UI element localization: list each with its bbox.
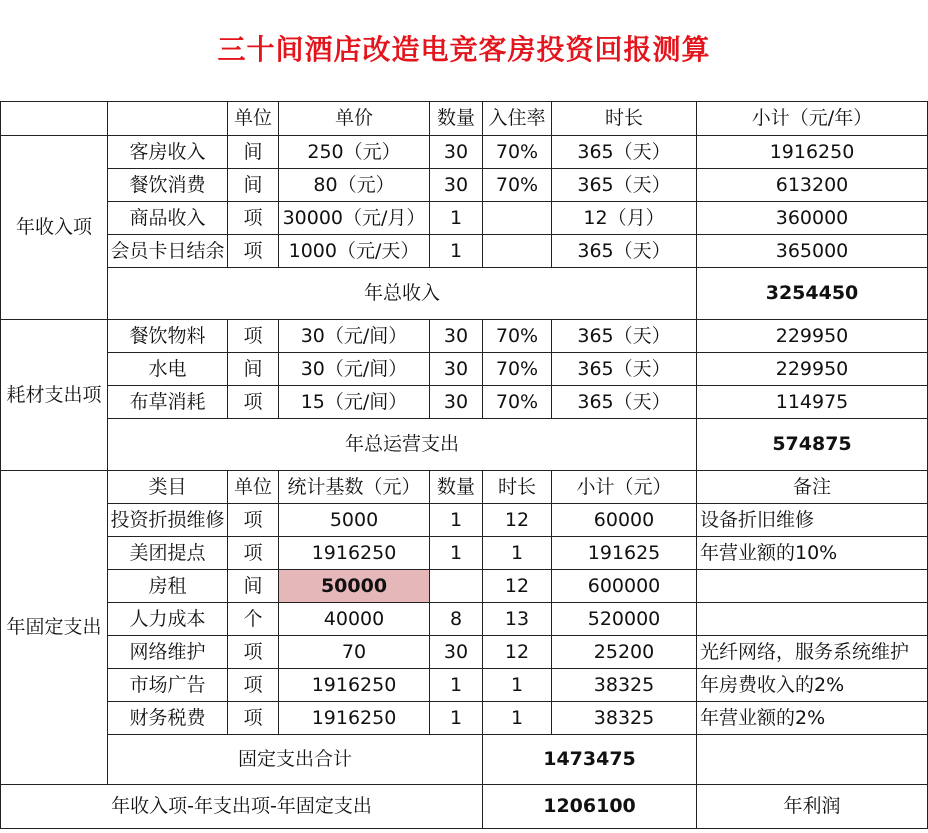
fixed-header-row — [1, 471, 928, 504]
unit-cell: 项 — [228, 636, 279, 669]
unit-cell: 间 — [228, 136, 279, 169]
header-cell: 入住率 — [483, 102, 552, 136]
qty-cell: 30 — [430, 636, 483, 669]
table-row — [1, 570, 928, 603]
price-cell: 250（元） — [279, 136, 430, 169]
group-label-consumables: 耗材支出项 — [1, 320, 108, 471]
subtotal-cell: 365000 — [697, 235, 928, 268]
note-cell — [697, 570, 928, 603]
unit-cell: 项 — [228, 202, 279, 235]
header-cell: 备注 — [697, 471, 928, 504]
duration-cell: 365（天） — [552, 386, 697, 419]
duration-cell: 12 — [483, 570, 552, 603]
header-blank — [1, 102, 108, 136]
duration-cell: 365（天） — [552, 320, 697, 353]
header-cell: 类目 — [108, 471, 228, 504]
price-cell: 30（元/间） — [279, 320, 430, 353]
table-row — [1, 537, 928, 570]
qty-cell: 30 — [430, 320, 483, 353]
qty-cell: 8 — [430, 603, 483, 636]
income-total-row — [1, 268, 928, 320]
price-cell: 15（元/间） — [279, 386, 430, 419]
income-total-label: 年总收入 — [108, 268, 697, 320]
unit-cell: 项 — [228, 702, 279, 735]
page-title: 三十间酒店改造电竞客房投资回报测算 — [217, 33, 711, 66]
table-row — [1, 636, 928, 669]
profit-value: 1206100 — [483, 785, 697, 829]
qty-cell: 1 — [430, 504, 483, 537]
table-row — [1, 235, 928, 268]
profit-row — [1, 785, 928, 829]
price-cell: 30000（元/月） — [279, 202, 430, 235]
duration-cell: 1 — [483, 702, 552, 735]
subtotal-cell: 114975 — [697, 386, 928, 419]
header-cell: 时长 — [483, 471, 552, 504]
note-cell: 年房费收入的2% — [697, 669, 928, 702]
unit-cell: 间 — [228, 353, 279, 386]
table-row — [1, 386, 928, 419]
unit-cell: 项 — [228, 320, 279, 353]
base-cell: 5000 — [279, 504, 430, 537]
header-cell: 单位 — [228, 102, 279, 136]
item-cell: 网络维护 — [108, 636, 228, 669]
investment-return-table — [0, 101, 928, 829]
qty-cell: 1 — [430, 202, 483, 235]
item-cell: 市场广告 — [108, 669, 228, 702]
unit-cell: 项 — [228, 386, 279, 419]
profit-formula: 年收入项-年支出项-年固定支出 — [1, 785, 483, 829]
item-cell: 布草消耗 — [108, 386, 228, 419]
duration-cell: 13 — [483, 603, 552, 636]
duration-cell: 1 — [483, 537, 552, 570]
unit-cell: 项 — [228, 504, 279, 537]
subtotal-cell: 613200 — [697, 169, 928, 202]
base-cell-highlighted: 50000 — [279, 570, 430, 603]
group-label-fixed: 年固定支出 — [1, 471, 108, 785]
note-cell — [697, 603, 928, 636]
item-cell: 投资折损维修 — [108, 504, 228, 537]
duration-cell: 365（天） — [552, 235, 697, 268]
subtotal-cell: 229950 — [697, 320, 928, 353]
header-cell: 单位 — [228, 471, 279, 504]
subtotal-cell: 1916250 — [697, 136, 928, 169]
base-cell: 70 — [279, 636, 430, 669]
subtotal-cell: 60000 — [552, 504, 697, 537]
profit-label: 年利润 — [697, 785, 928, 829]
duration-cell: 12 — [483, 636, 552, 669]
fixed-total-blank — [697, 735, 928, 785]
base-cell: 1916250 — [279, 669, 430, 702]
table-row — [1, 702, 928, 735]
fixed-total-label: 固定支出合计 — [108, 735, 483, 785]
duration-cell: 365（天） — [552, 136, 697, 169]
base-cell: 40000 — [279, 603, 430, 636]
item-cell: 客房收入 — [108, 136, 228, 169]
item-cell: 房租 — [108, 570, 228, 603]
table-row — [1, 669, 928, 702]
item-cell: 商品收入 — [108, 202, 228, 235]
fixed-total-value: 1473475 — [483, 735, 697, 785]
item-cell: 餐饮消费 — [108, 169, 228, 202]
table-row — [1, 320, 928, 353]
consumables-total-row — [1, 419, 928, 471]
qty-cell: 30 — [430, 169, 483, 202]
table-row — [1, 169, 928, 202]
price-cell: 80（元） — [279, 169, 430, 202]
qty-cell: 30 — [430, 386, 483, 419]
unit-cell: 间 — [228, 570, 279, 603]
rate-cell: 70% — [483, 353, 552, 386]
note-cell: 年营业额的2% — [697, 702, 928, 735]
header-cell — [108, 102, 228, 136]
header-cell: 小计（元） — [552, 471, 697, 504]
subtotal-cell: 229950 — [697, 353, 928, 386]
table-row — [1, 136, 928, 169]
header-cell: 数量 — [430, 471, 483, 504]
rate-cell: 70% — [483, 320, 552, 353]
rate-cell: 70% — [483, 386, 552, 419]
subtotal-cell: 191625 — [552, 537, 697, 570]
qty-cell: 30 — [430, 353, 483, 386]
qty-cell: 1 — [430, 235, 483, 268]
item-cell: 会员卡日结余 — [108, 235, 228, 268]
table-row — [1, 504, 928, 537]
unit-cell: 项 — [228, 235, 279, 268]
table-row — [1, 353, 928, 386]
duration-cell: 1 — [483, 669, 552, 702]
rate-cell — [483, 202, 552, 235]
consumables-total-value: 574875 — [697, 419, 928, 471]
note-cell: 光纤网络，服务系统维护 — [697, 636, 928, 669]
item-cell: 人力成本 — [108, 603, 228, 636]
qty-cell: 1 — [430, 669, 483, 702]
item-cell: 水电 — [108, 353, 228, 386]
header-cell: 小计（元/年） — [697, 102, 928, 136]
qty-cell: 1 — [430, 537, 483, 570]
fixed-total-row — [1, 735, 928, 785]
subtotal-cell: 520000 — [552, 603, 697, 636]
consumables-total-label: 年总运营支出 — [108, 419, 697, 471]
note-cell: 年营业额的10% — [697, 537, 928, 570]
qty-cell — [430, 570, 483, 603]
rate-cell: 70% — [483, 136, 552, 169]
income-header-row — [1, 102, 928, 136]
header-cell: 单价 — [279, 102, 430, 136]
header-cell: 数量 — [430, 102, 483, 136]
header-cell: 时长 — [552, 102, 697, 136]
subtotal-cell: 360000 — [697, 202, 928, 235]
price-cell: 30（元/间） — [279, 353, 430, 386]
price-cell: 1000（元/天） — [279, 235, 430, 268]
rate-cell — [483, 235, 552, 268]
rate-cell: 70% — [483, 169, 552, 202]
subtotal-cell: 25200 — [552, 636, 697, 669]
base-cell: 1916250 — [279, 702, 430, 735]
duration-cell: 365（天） — [552, 169, 697, 202]
header-cell: 统计基数（元） — [279, 471, 430, 504]
group-label-income: 年收入项 — [1, 136, 108, 320]
unit-cell: 间 — [228, 169, 279, 202]
subtotal-cell: 38325 — [552, 669, 697, 702]
unit-cell: 项 — [228, 537, 279, 570]
note-cell: 设备折旧维修 — [697, 504, 928, 537]
subtotal-cell: 600000 — [552, 570, 697, 603]
base-cell: 1916250 — [279, 537, 430, 570]
item-cell: 财务税费 — [108, 702, 228, 735]
duration-cell: 12 — [483, 504, 552, 537]
duration-cell: 365（天） — [552, 353, 697, 386]
table-row — [1, 603, 928, 636]
qty-cell: 30 — [430, 136, 483, 169]
unit-cell: 个 — [228, 603, 279, 636]
qty-cell: 1 — [430, 702, 483, 735]
item-cell: 美团提点 — [108, 537, 228, 570]
unit-cell: 项 — [228, 669, 279, 702]
table-row — [1, 202, 928, 235]
duration-cell: 12（月） — [552, 202, 697, 235]
income-total-value: 3254450 — [697, 268, 928, 320]
subtotal-cell: 38325 — [552, 702, 697, 735]
item-cell: 餐饮物料 — [108, 320, 228, 353]
